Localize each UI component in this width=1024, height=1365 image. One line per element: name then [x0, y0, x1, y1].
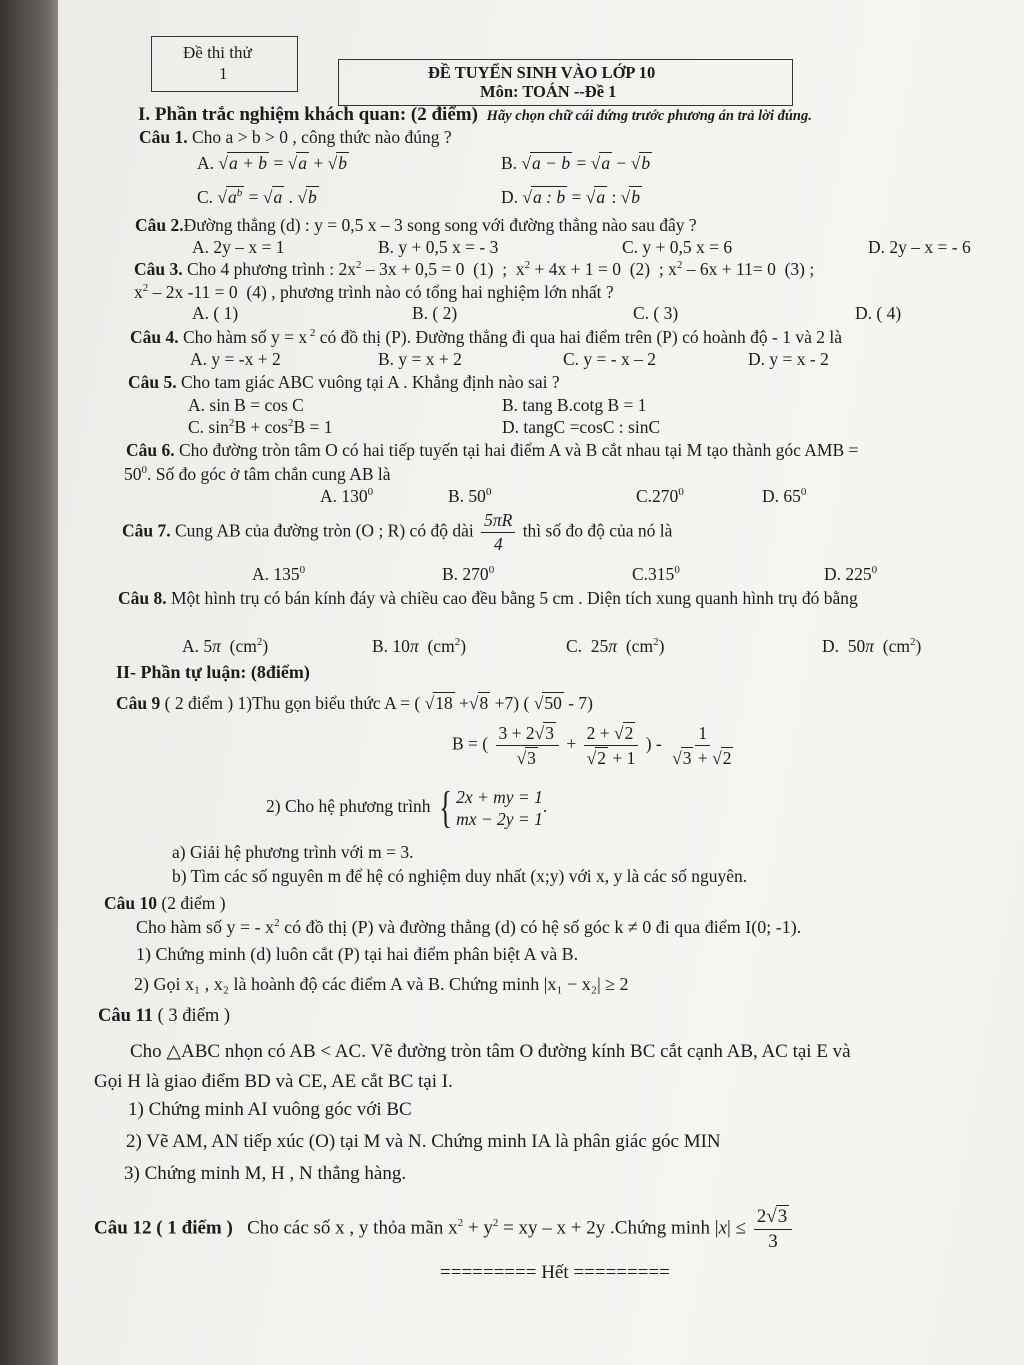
q7-fraction: $\frac{5\pi R}{4}$: [481, 510, 515, 555]
question-9: Câu 9 ( 2 điểm ) 1)Thu gọn biểu thức A = ( √18 +√8 +7) ( √50 - 7): [116, 693, 593, 713]
question-2: [135, 215, 697, 236]
end-marker: ========= Hết =========: [440, 1262, 670, 1283]
q8-option-a: A. 5π $(cm^2)$: [182, 636, 269, 656]
exam-subject: Môn: TOÁN --Đề 1: [480, 82, 617, 101]
q2-option-d: D. 2y – x = - 6: [868, 237, 971, 257]
q1-option-c: C. $√a^b = √a$ . √b: [197, 187, 317, 207]
q7-text2: thì số đo độ của nó là: [522, 520, 673, 541]
desk-edge: [0, 0, 58, 1365]
part1-title: I. Phần trắc nghiệm khách quan: (2 điểm): [138, 104, 478, 125]
q9-sys-text: 2) Cho hệ phương trình: [266, 796, 431, 817]
q1-option-b: B. √a − b = √a − √b: [501, 153, 651, 173]
q9-expression-b: B = ( $\frac{3 + 2√3}{√3}$ + $\frac{2 + √2}{√2 + 1}$ ) - $\frac{1}{√3 + √2}$: [452, 722, 732, 768]
q7-option-d: D. $225^0$: [824, 564, 878, 584]
q2-option-a: A. 2y – x = 1: [192, 237, 285, 257]
q5-text: Cho tam giác ABC vuông tại A . Khẳng định nào sai ?: [181, 372, 560, 392]
q11-points: ( 3 điểm ): [157, 1006, 231, 1026]
q6-line2: $50^0$. Số đo góc ở tâm chắn cung AB là: [124, 464, 391, 484]
q9-text: 1)Thu gọn biểu thức: [237, 693, 381, 713]
q3-label: Câu 3.: [134, 259, 183, 279]
q3-option-d: D. ( 4): [855, 303, 902, 323]
part1-heading: [138, 104, 812, 126]
q7-label: Câu 7.: [122, 520, 171, 541]
q5-option-d: D. tangC =cosC : sinC: [502, 417, 661, 437]
q11-label: Câu 11: [98, 1006, 154, 1026]
q3-option-b: B. ( 2): [412, 303, 458, 323]
question-7: [122, 510, 672, 555]
q10-item-1: 1) Chứng minh (d) luôn cắt (P) tại hai điểm phân biệt A và B.: [136, 944, 579, 964]
q3-option-c: C. ( 3): [633, 303, 679, 323]
q10-item-2: 2) Gọi x₁ , x₂ là hoành độ các điểm A và B. Chứng minh |x₁ − x₂| ≥ 2: [134, 974, 629, 994]
part2-title: II- Phần tự luận: (8điểm): [116, 662, 310, 682]
q3-option-a: A. ( 1): [192, 303, 239, 323]
q12-text: Cho các số x , y thỏa mãn: [247, 1217, 444, 1239]
q10-text-a: Cho hàm số y = - x: [136, 917, 275, 937]
q8-text: Một hình trụ có bán kính đáy và chiều cao đều bằng 5 cm . Diện tích xung quanh hình trụ đó bằng: [171, 588, 858, 608]
q4-label: Câu 4.: [130, 327, 179, 347]
question-3: Câu 3. Cho 4 phương trình : $2x^2 - 3x + 0,5 = 0$ (1) ; $x^2 + 4x + 1 = 0$ (2) ; $x^2 - 6x + 11= 0$ (3) ;: [134, 259, 815, 279]
q2-text: Đường thẳng (d) : y = 0,5 x – 3 song song với đường thẳng nào sau đây ?: [183, 215, 697, 235]
q10-text-b: có đồ thị (P) và đường thẳng (d) có hệ số góc k ≠ 0 đi qua điểm I(0; -1).: [284, 917, 802, 937]
q6-text2: . Số đo góc ở tâm chắn cung AB là: [147, 464, 391, 484]
q12-label: Câu 12: [94, 1217, 152, 1239]
q4-option-a: A. y = -x + 2: [190, 349, 281, 369]
q7-option-b: B. $270^0$: [442, 564, 495, 584]
q7-option-a: A. $135^0$: [252, 564, 306, 584]
q1-label: Câu 1.: [139, 127, 188, 147]
exam-title: ĐỀ TUYỂN SINH VÀO LỚP 10: [428, 63, 656, 82]
q9-system: 2) Cho hệ phương trình { 2x + my = 1 mx − 2y = 1 .: [266, 783, 548, 832]
question-5: [128, 372, 560, 393]
q6-text: Cho đường tròn tâm O có hai tiếp tuyến tại hai điểm A và B cắt nhau tại M tạo thành góc AMB =: [179, 440, 859, 460]
question-10: [104, 893, 226, 914]
q8-option-b: B. 10π $(cm^2)$: [372, 636, 467, 656]
q2-label: Câu 2.: [135, 215, 184, 235]
q3-line2: $x^2 - 2x$ -11 = 0 (4) , phương trình nào có tổng hai nghiệm lớn nhất ?: [134, 282, 614, 302]
q3-text1: Cho 4 phương trình :: [187, 259, 335, 279]
q6-option-c: C.270$^0$: [636, 486, 684, 506]
q11-line2: Gọi H là giao điểm BD và CE, AE cắt BC tại I.: [94, 1071, 453, 1092]
q2-option-c: C. y + 0,5 x = 6: [622, 237, 733, 257]
question-4: Câu 4. Cho hàm số y = x $^2$ có đồ thị (P). Đường thẳng đi qua hai điểm trên (P) có hoành độ - 1 và 2 là: [130, 327, 842, 347]
q9-item-a: a) Giải hệ phương trình với m = 3.: [172, 842, 414, 862]
q1-text: Cho a > b > 0 , công thức nào đúng ?: [192, 127, 452, 147]
q12-points: ( 1 điểm ): [156, 1217, 233, 1239]
q4-option-b: B. y = x + 2: [378, 349, 462, 369]
q10-label: Câu 10: [104, 893, 157, 913]
q1-option-d: D. √a : b = √a : √b: [501, 187, 641, 207]
q7-text: Cung AB của đường tròn (O ; R) có độ dài: [175, 520, 474, 541]
q7-option-c: C.315$^0$: [632, 564, 680, 584]
q1-option-a: A. √a + b = √a + √b: [197, 153, 348, 173]
q9-points: ( 2 điểm ): [164, 693, 234, 713]
q4-lead: Cho hàm số y = x: [183, 327, 308, 347]
q6-option-d: D. $65^0$: [762, 486, 807, 506]
trial-number: 1: [219, 64, 228, 83]
q5-option-a: A. sin B = cos C: [188, 395, 304, 415]
q2-option-b: B. y + 0,5 x = - 3: [378, 237, 499, 257]
q12-text2: .Chứng minh: [610, 1217, 711, 1239]
q3-text2: , phương trình nào có tổng hai nghiệm lớn nhất ?: [271, 282, 614, 302]
q4-option-c: C. y = - x – 2: [563, 349, 656, 369]
q9-equations: 2x + my = 1 mx − 2y = 1: [456, 787, 543, 829]
q6-option-a: A. $130^0$: [320, 486, 374, 506]
q8-option-d: D. 50π $(cm^2)$: [822, 636, 922, 656]
q4-option-d: D. y = x - 2: [748, 349, 829, 369]
trial-label: Đề thi thử: [183, 43, 252, 62]
q11-item-1: 1) Chứng minh AI vuông góc với BC: [128, 1099, 412, 1120]
q11-line1: Cho △ABC nhọn có AB < AC. Vẽ đường tròn tâm O đường kính BC cắt cạnh AB, AC tại E và: [130, 1041, 851, 1062]
question-1: [139, 127, 452, 148]
q10-item-2-text: 2) Gọi x₁ , x₂ là hoành độ các điểm A và B. Chứng minh: [134, 974, 540, 994]
q6-label: Câu 6.: [126, 440, 175, 460]
question-12: Câu 12 ( 1 điểm ) Cho các số x , y thỏa mãn $x^2 + y^2$ = xy – x + 2y .Chứng minh |x| ≤ $\frac{2√3}{3}$: [94, 1205, 795, 1253]
q8-option-c: C. 25π $(cm^2)$: [566, 636, 665, 656]
part1-instruction: Hãy chọn chữ cái đứng trước phương án trả lời đúng.: [486, 108, 812, 124]
q10-text: Cho hàm số y = - $x^2$ có đồ thị (P) và đường thẳng (d) có hệ số góc k ≠ 0 đi qua điểm I(0; -1).: [136, 917, 802, 937]
q9-label: Câu 9: [116, 693, 161, 713]
q10-points: (2 điểm ): [161, 893, 226, 913]
question-8: [118, 588, 858, 609]
q5-option-b: B. tang B.cotg B = 1: [502, 395, 647, 415]
q6-option-b: B. $50^0$: [448, 486, 492, 506]
brace-glyph: {: [439, 783, 452, 832]
q4-text: có đồ thị (P). Đường thẳng đi qua hai điểm trên (P) có hoành độ - 1 và 2 là: [319, 327, 842, 347]
q5-label: Câu 5.: [128, 372, 177, 392]
question-6: [126, 440, 858, 461]
q9-item-b: b) Tìm các số nguyên m để hệ có nghiệm duy nhất (x;y) với x, y là các số nguyên.: [172, 866, 748, 886]
q11-item-2: 2) Vẽ AM, AN tiếp xúc (O) tại M và N. Chứng minh IA là phân giác góc MIN: [126, 1131, 721, 1152]
q11-item-3: 3) Chứng minh M, H , N thẳng hàng.: [124, 1163, 407, 1184]
question-11: [98, 1006, 230, 1027]
q8-label: Câu 8.: [118, 588, 167, 608]
q5-option-c: C. $\sin^2B + \cos^2B = 1$: [188, 417, 333, 437]
